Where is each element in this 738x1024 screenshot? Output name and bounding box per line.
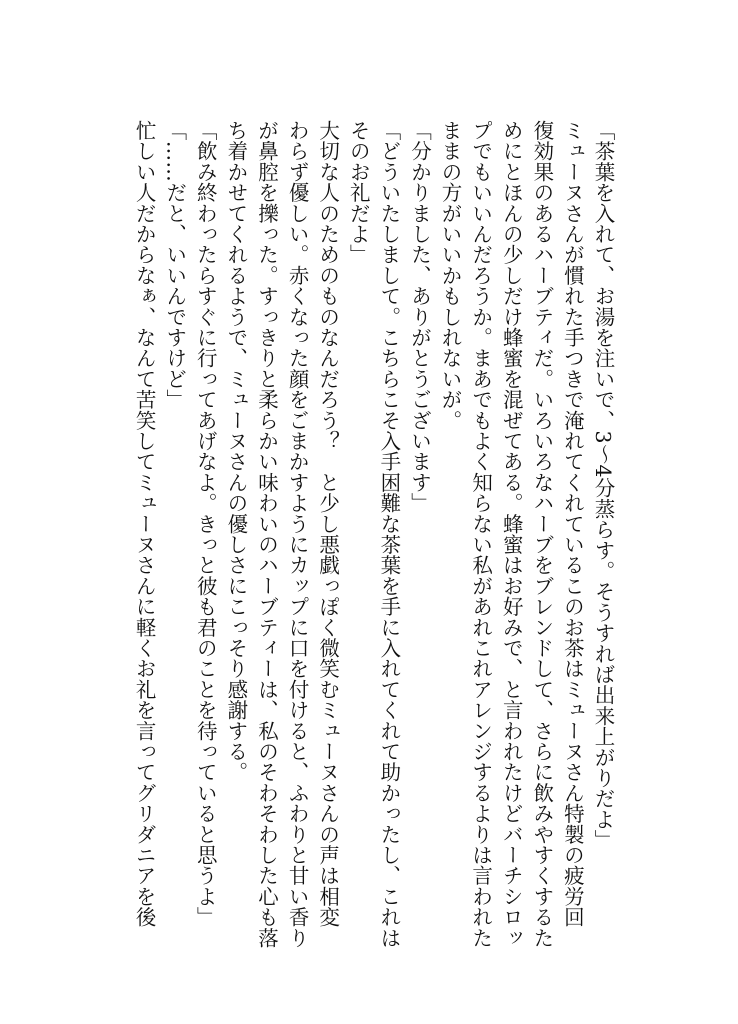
- text-line: ち着かせてくれるようで、ミューヌさんの優しさにこっそり感謝する。: [223, 120, 248, 783]
- text-line: 大切な人のためのものなんだろう？ と少し悪戯っぽく微笑むミューヌさんの声は相変: [315, 120, 340, 928]
- text-line: ままの方がいいかもしれないが。: [438, 120, 463, 431]
- text-line: が鼻腔を擽った。すっきりと柔らかい味わいのハーブティーは、私のそわそわした心も落: [254, 120, 279, 948]
- text-line: 「飲み終わったらすぐに行ってあげなよ。きっと彼も君のことを待っていると思うよ」: [193, 120, 218, 928]
- text-line: そのお礼だよ」: [346, 120, 371, 265]
- text-line: めにとほんの少しだけ蜂蜜を混ぜてある。蜂蜜はお好みで、と言われたけどバーチシロッ: [499, 120, 524, 948]
- text-line: 「……だと、いいんですけど」: [162, 120, 187, 410]
- text-line: 忙しい人だからなぁ、なんて苦笑してミューヌさんに軽くお礼を言ってグリダニアを後: [132, 120, 157, 928]
- text-line: 「どういたしまして。こちらこそ入手困難な茶葉を手に入れてくれて助かったし、これは: [376, 120, 401, 948]
- text-line: 「分かりました、ありがとうございます」: [407, 120, 432, 514]
- text-line: ミューヌさんが慣れた手つきで淹れてくれているこのお茶はミューヌさん特製の疲労回: [560, 120, 585, 928]
- text-line: 「茶葉を入れて、お湯を注いで、3～4分蒸らす。そうすれば出来上がりだよ」: [591, 120, 615, 851]
- vertical-text-body: [129, 120, 619, 948]
- text-line: わらず優しい。赤くなった顔をごまかすようにカップに口を付けると、ふわりと甘い香り: [285, 120, 310, 948]
- text-line: 復効果のあるハーブティだ。いろいろなハーブをブレンドして、さらに飲みやすくするた: [529, 120, 554, 948]
- text-line: プでもいいんだろうか。まあでもよく知らない私があれこれアレンジするよりは言われた: [468, 120, 493, 948]
